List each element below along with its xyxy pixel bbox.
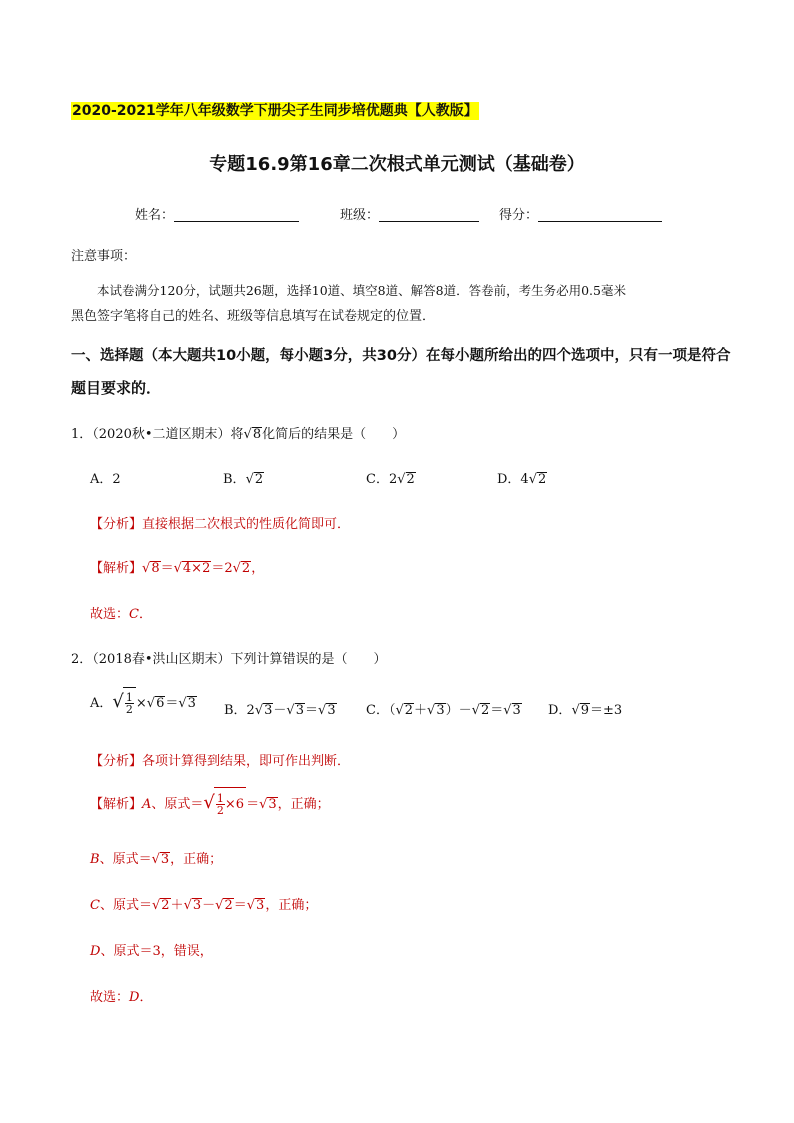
question-2-option-b: B．2√3－√3＝√3 — [224, 703, 336, 718]
question-2-solution-d: D、原式＝3，错误， — [90, 944, 213, 959]
question-1-analysis: 【分析】直接根据二次根式的性质化简即可． — [90, 517, 351, 532]
solution-tag: 【解析】 — [90, 561, 143, 576]
question-1-solution: 【解析】√8＝√4×2＝2√2， — [90, 561, 265, 576]
score-label: 得分： — [499, 208, 539, 223]
name-field — [135, 204, 299, 223]
solution-tag: 【解析】 — [90, 797, 143, 812]
section-heading-line-2: 题目要求的． — [71, 379, 162, 397]
notice-line-2: 黑色签字笔将自己的姓名、班级等信息填写在试卷规定的位置． — [71, 309, 436, 324]
name-blank — [174, 207, 299, 222]
question-2-option-d: D．√9＝±3 — [548, 703, 623, 718]
question-2-option-c: C．（√2＋√3）－√2＝√3 — [366, 703, 521, 718]
series-title: 2020-2021学年八年级数学下册尖子生同步培优题典【人教版】 — [72, 103, 478, 119]
question-2-option-a: A．√ $\frac{1}{2}$ ×√6＝√3 — [90, 686, 197, 720]
question-2-analysis: 【分析】各项计算得到结果，即可作出判断． — [90, 754, 351, 769]
analysis-tag: 【分析】 — [90, 517, 143, 532]
analysis-tag: 【分析】 — [90, 754, 143, 769]
name-label: 姓名： — [135, 208, 175, 223]
class-label: 班级： — [340, 208, 380, 223]
question-2-solution-b: B、原式＝√3，正确； — [90, 852, 223, 867]
question-2-solution-c: C、原式＝√2＋√3－√2＝√3，正确； — [90, 898, 318, 913]
question-1-answer: 故选：C． — [90, 607, 152, 622]
score-field — [499, 204, 662, 223]
question-1-option-c: C．2√2 — [366, 472, 415, 487]
notice-heading: 注意事项： — [71, 249, 137, 264]
notice-line-1: 本试卷满分120分，试题共26题，选择10道、填空8道、解答8道．答卷前，考生务必用0.5毫米 — [97, 283, 626, 298]
question-1-option-a: A．2 — [90, 472, 121, 487]
class-blank — [379, 207, 479, 222]
question-1-option-d: D．4√2 — [497, 472, 547, 487]
question-2-stem: 2．（2018春•洪山区期末）下列计算错误的是（ ） — [71, 652, 387, 667]
section-heading-line-1: 一、选择题（本大题共10小题，每小题3分，共30分）在每小题所给出的四个选项中，只有一项是符合 — [71, 348, 731, 364]
question-2-solution-a: 【解析】A、原式＝√ $\frac{1}{2}$ ×6 ＝√3，正确； — [90, 786, 330, 822]
question-2-answer: 故选：D． — [90, 990, 153, 1005]
class-field — [340, 204, 479, 223]
document-title: 专题16.9第16章二次根式单元测试（基础卷） — [209, 154, 585, 175]
score-blank — [538, 207, 662, 222]
question-1-option-b: B．√2 — [223, 472, 264, 487]
question-1-stem: 1．（2020秋•二道区期末）将√8化简后的结果是（ ） — [71, 427, 406, 442]
